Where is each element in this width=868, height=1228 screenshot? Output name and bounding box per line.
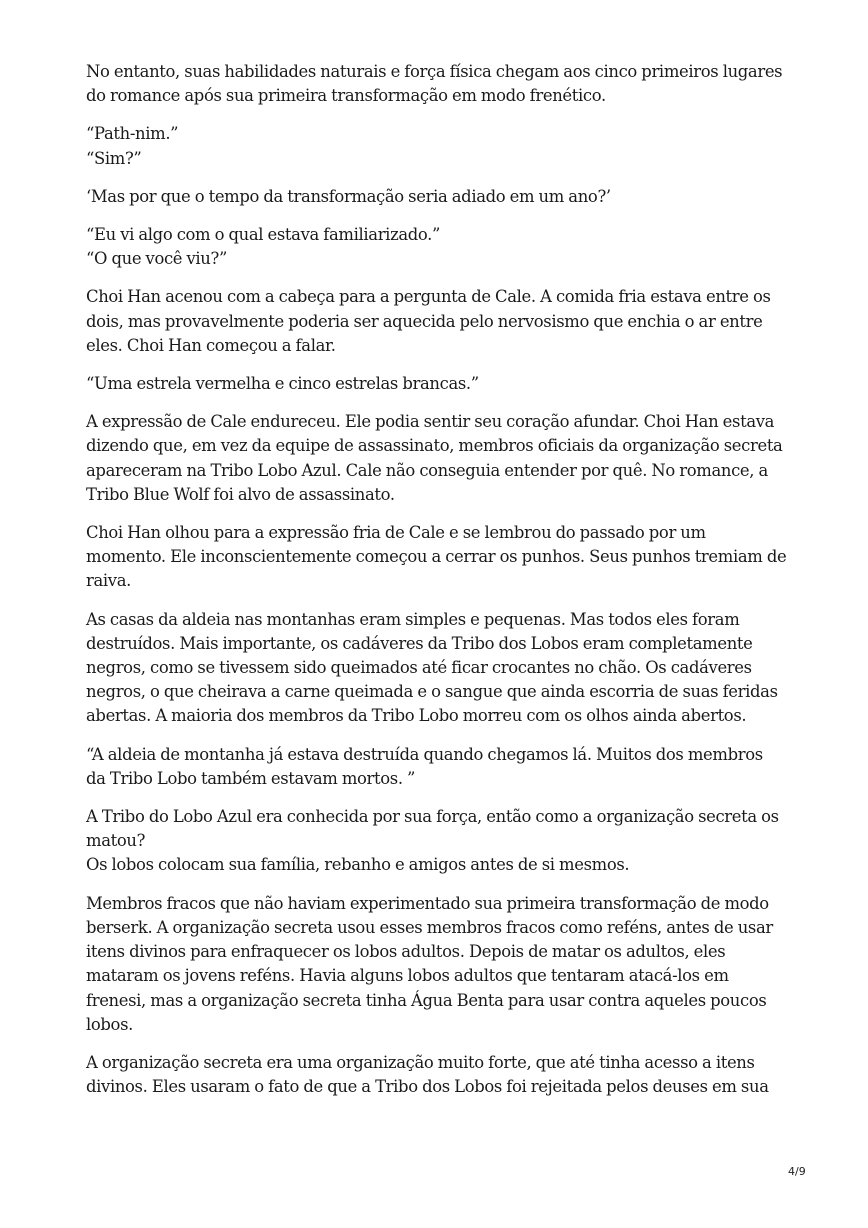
text-line: “Path-nim.”: [86, 124, 179, 144]
text-line: berserk. A organização secreta usou esses membros fracos como reféns, antes de usar: [86, 917, 773, 937]
text-line: divinos. Eles usaram o fato de que a Tribo dos Lobos foi rejeitada pelos deuses em sua: [86, 1077, 769, 1097]
text-line: “Uma estrela vermelha e cinco estrelas brancas.”: [86, 374, 479, 394]
text-line: dizendo que, em vez da equipe de assassinato, membros oficiais da organização secreta: [86, 436, 783, 456]
text-line: negros, como se tivessem sido queimados até ficar crocantes no chão. Os cadáveres: [86, 658, 752, 678]
paragraph: [86, 372, 786, 396]
text-line: matou?: [86, 831, 146, 851]
paragraph: [86, 892, 786, 1037]
text-line: itens divinos para enfraquecer os lobos adultos. Depois de matar os adultos, eles: [86, 942, 726, 962]
paragraph: [86, 805, 786, 878]
text-line: A Tribo do Lobo Azul era conhecida por sua força, então como a organização secreta os: [86, 807, 779, 827]
text-line: apareceram na Tribo Lobo Azul. Cale não conseguia entender por quê. No romance, a: [86, 460, 768, 480]
text-line: Os lobos colocam sua família, rebanho e amigos antes de si mesmos.: [86, 855, 630, 875]
paragraph: [86, 60, 786, 108]
paragraph: [86, 285, 786, 358]
paragraph: [86, 1051, 786, 1099]
text-line: raiva.: [86, 571, 131, 591]
text-line: ‘Mas por que o tempo da transformação seria adiado em um ano?’: [86, 186, 611, 206]
paragraph: [86, 743, 786, 791]
text-line: lobos.: [86, 1014, 133, 1034]
text-line: No entanto, suas habilidades naturais e força física chegam aos cinco primeiros lugares: [86, 62, 783, 81]
paragraph: [86, 521, 786, 594]
text-line: As casas da aldeia nas montanhas eram simples e pequenas. Mas todos eles foram: [86, 609, 740, 629]
document-body: [86, 60, 786, 1113]
text-line: mataram os jovens reféns. Havia alguns lobos adultos que tentaram atacá-los em: [86, 966, 729, 986]
paragraph: [86, 608, 786, 729]
text-line: dois, mas provavelmente poderia ser aquecida pelo nervosismo que enchia o ar entre: [86, 311, 763, 331]
paragraph: [86, 410, 786, 507]
text-line: do romance após sua primeira transformação em modo frenético.: [86, 86, 606, 106]
text-line: A expressão de Cale endureceu. Ele podia sentir seu coração afundar. Choi Han estava: [86, 412, 775, 432]
text-line: “A aldeia de montanha já estava destruída quando chegamos lá. Muitos dos membros: [86, 744, 763, 764]
text-line: “Eu vi algo com o qual estava familiarizado.”: [86, 225, 441, 245]
text-line: Choi Han acenou com a cabeça para a pergunta de Cale. A comida fria estava entre os: [86, 287, 771, 307]
paragraph: [86, 185, 786, 209]
text-line: Choi Han olhou para a expressão fria de Cale e se lembrou do passado por um: [86, 523, 706, 543]
text-line: “O que você viu?”: [86, 249, 227, 269]
text-line: negros, o que cheirava a carne queimada e o sangue que ainda escorria de suas feridas: [86, 682, 778, 702]
text-line: “Sim?”: [86, 148, 142, 168]
text-line: abertas. A maioria dos membros da Tribo Lobo morreu com os olhos ainda abertos.: [86, 706, 747, 726]
paragraph: [86, 122, 786, 170]
text-line: Tribo Blue Wolf foi alvo de assassinato.: [86, 484, 395, 504]
text-line: frenesi, mas a organização secreta tinha Água Benta para usar contra aqueles poucos: [86, 990, 767, 1010]
text-line: Membros fracos que não haviam experimentado sua primeira transformação de modo: [86, 893, 769, 913]
text-line: A organização secreta era uma organização muito forte, que até tinha acesso a itens: [86, 1052, 755, 1072]
page-number: 4/9: [788, 1165, 806, 1178]
paragraph: [86, 223, 786, 271]
text-line: momento. Ele inconscientemente começou a cerrar os punhos. Seus punhos tremiam de: [86, 547, 787, 567]
text-line: eles. Choi Han começou a falar.: [86, 335, 336, 355]
text-line: da Tribo Lobo também estavam mortos. ”: [86, 768, 416, 788]
text-line: destruídos. Mais importante, os cadáveres da Tribo dos Lobos eram completamente: [86, 633, 753, 653]
